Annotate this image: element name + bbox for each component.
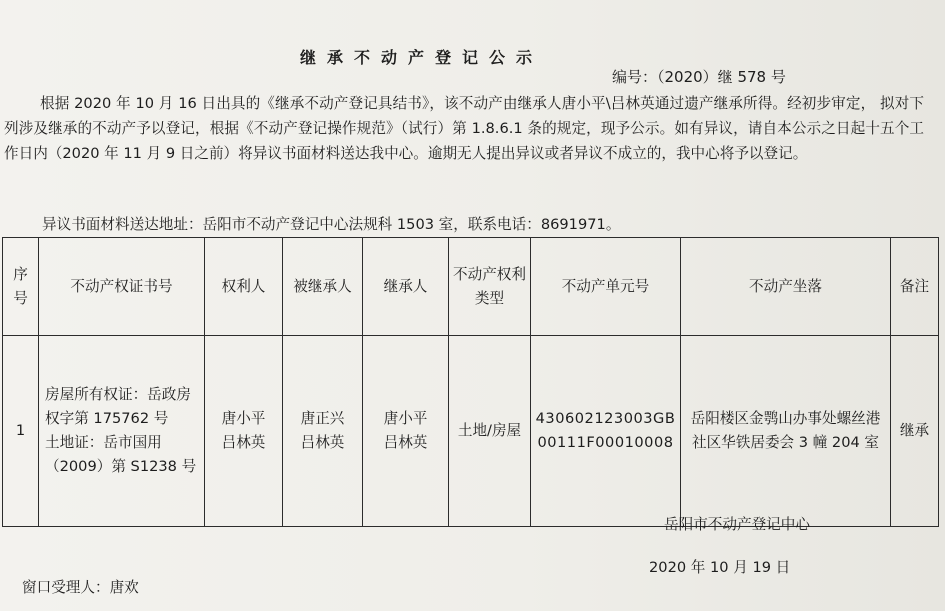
objection-address: 异议书面材料送达地址：岳阳市不动产登记中心法规科 1503 室，联系电话：8691971。 xyxy=(42,216,621,233)
cell-remark: 继承 xyxy=(891,336,939,527)
deceased-name: 吕林英 xyxy=(300,434,345,451)
header-deceased: 被继承人 xyxy=(283,238,363,336)
header-seq: 序号 xyxy=(3,238,39,336)
cell-seq: 1 xyxy=(3,336,39,527)
notice-body: 根据 2020 年 10 月 16 日出具的《继承不动产登记具结书》，该不动产由继承人唐小平\吕林英通过遗产继承所得。经初步审定， 拟对下列涉及继承的不动产予以登记，根据《不动产登记操作规范》（试行）第 1.8.6.1 条的规定，现予公示。如有异议，请自本公示之日起十五个工作日内（2020 年 11 月 9 日之前）将异议书面材料送达我中心。逾期无人提出异议或者异议不成立的，我中心将予以登记。 xyxy=(4,95,924,162)
header-right-type: 不动产权利类型 xyxy=(449,238,531,336)
window-clerk: 窗口受理人：唐欢 xyxy=(22,579,139,596)
header-remark: 备注 xyxy=(891,238,939,336)
cell-cert xyxy=(39,336,205,527)
registration-table xyxy=(2,237,939,527)
header-location: 不动产坐落 xyxy=(681,238,891,336)
heir-name: 唐小平 xyxy=(383,410,428,427)
holder-name: 吕林英 xyxy=(221,434,266,451)
header-unit-no: 不动产单元号 xyxy=(531,238,681,336)
holder-name: 唐小平 xyxy=(221,410,266,427)
cell-holder xyxy=(205,336,283,527)
header-cert: 不动产权证书号 xyxy=(39,238,205,336)
cell-location: 岳阳楼区金鹗山办事处螺丝港社区华铁居委会 3 幢 204 室 xyxy=(681,336,891,527)
cell-heir xyxy=(363,336,449,527)
deceased-name: 唐正兴 xyxy=(300,410,345,427)
header-holder: 权利人 xyxy=(205,238,283,336)
heir-name: 吕林英 xyxy=(383,434,428,451)
table-header-row xyxy=(3,238,939,336)
cell-deceased xyxy=(283,336,363,527)
table-row xyxy=(3,336,939,527)
issue-date: 2020 年 10 月 19 日 xyxy=(649,559,791,576)
cell-right-type: 土地/房屋 xyxy=(449,336,531,527)
cell-unit-no: 430602123003GB00111F00010008 xyxy=(531,336,681,527)
header-heir: 继承人 xyxy=(363,238,449,336)
document-number: 编号：（2020）继 578 号 xyxy=(612,68,786,86)
cert-house: 房屋所有权证：岳政房权字第 175762 号 xyxy=(45,386,191,427)
page-title: 继承不动产登记公示 xyxy=(300,48,544,67)
cert-land: 土地证：岳市国用（2009）第 S1238 号 xyxy=(45,434,197,475)
issuer-name: 岳阳市不动产登记中心 xyxy=(664,516,810,533)
